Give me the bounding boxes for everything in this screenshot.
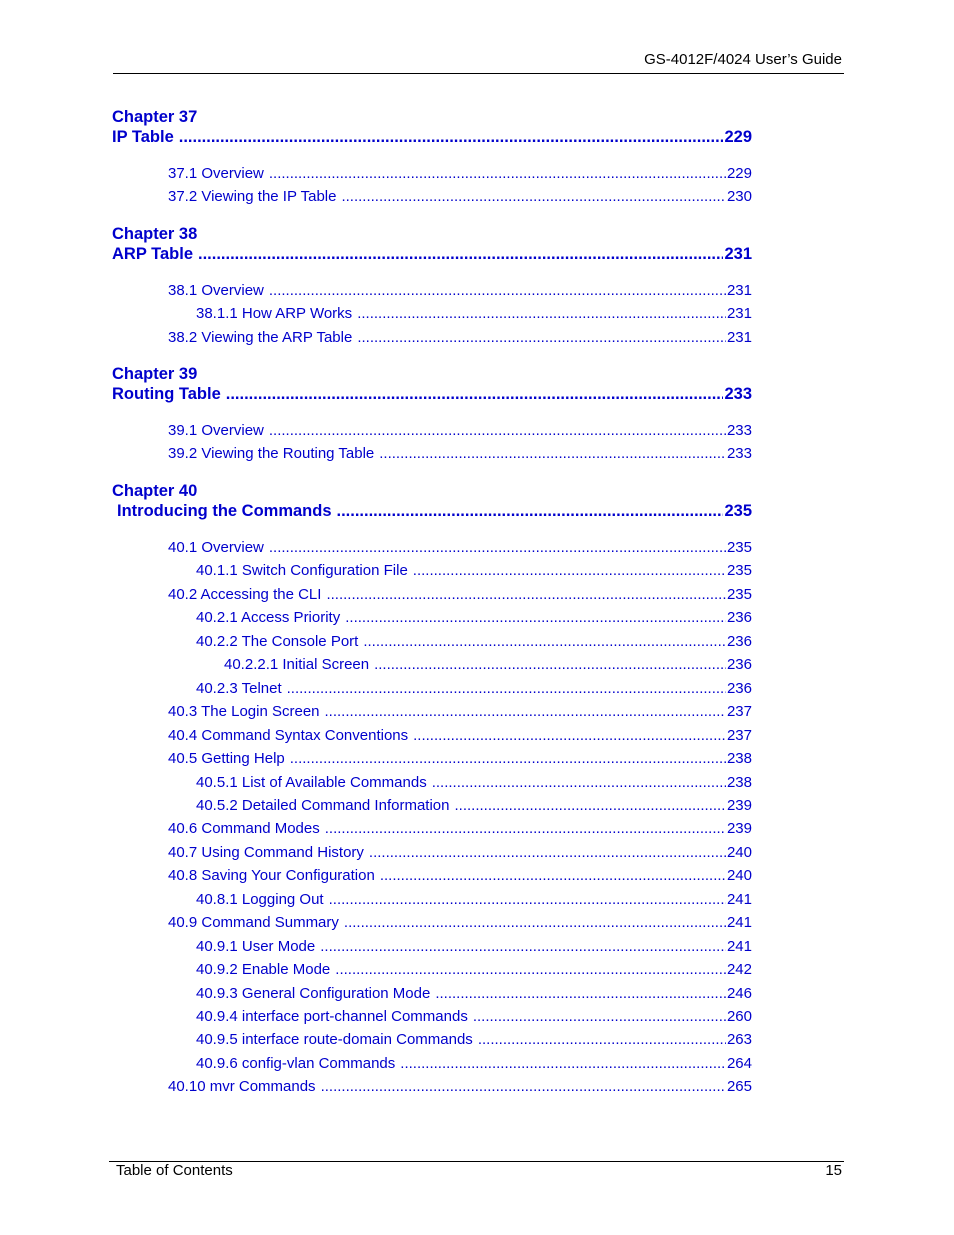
toc-entry[interactable] <box>196 1008 752 1025</box>
toc-entry-title: 39.1 Overview <box>168 422 264 439</box>
toc-entry[interactable] <box>196 985 752 1002</box>
toc-entry-title: 40.8.1 Logging Out <box>196 891 324 908</box>
dot-leader <box>435 985 726 1002</box>
toc-entry-title: 40.2.2 The Console Port <box>196 633 359 650</box>
toc-entry-page: 260 <box>726 1008 752 1025</box>
toc-entry-page: 236 <box>726 680 752 697</box>
toc-entry[interactable] <box>168 422 752 439</box>
toc-entry-title: 40.9.4 interface port-channel Commands <box>196 1008 468 1025</box>
dot-leader <box>473 1008 726 1025</box>
toc-entry[interactable] <box>168 867 752 884</box>
chapter-title-row-page: 233 <box>724 385 752 403</box>
chapter-label[interactable]: Chapter 38 <box>112 225 198 243</box>
toc-entry-title: 40.3 The Login Screen <box>168 703 320 720</box>
toc-entry[interactable] <box>196 938 752 955</box>
toc-entry-page: 231 <box>726 305 752 322</box>
toc-entry-title: 40.9.3 General Configuration Mode <box>196 985 431 1002</box>
toc-entry-title: 40.9.2 Enable Mode <box>196 961 331 978</box>
chapter-label[interactable]: Chapter 37 <box>112 108 198 126</box>
toc-entry-page: 241 <box>726 914 752 931</box>
dot-leader <box>325 703 726 720</box>
toc-entry[interactable] <box>168 727 752 744</box>
toc-entry-title: 37.2 Viewing the IP Table <box>168 188 337 205</box>
toc-entry[interactable] <box>168 329 752 346</box>
page-number: 15 <box>825 1162 842 1179</box>
dot-leader <box>329 891 726 908</box>
dot-leader <box>400 1055 726 1072</box>
dot-leader <box>325 820 726 837</box>
toc-entry-page: 239 <box>726 797 752 814</box>
toc-entry-title: 40.9.1 User Mode <box>196 938 316 955</box>
dot-leader <box>269 422 726 439</box>
dot-leader <box>432 774 726 791</box>
toc-entry-page: 237 <box>726 727 752 744</box>
toc-entry[interactable] <box>168 703 752 720</box>
chapter-title-row[interactable] <box>112 128 752 147</box>
toc-entry[interactable] <box>168 820 752 837</box>
toc-entry-title: 40.5.2 Detailed Command Information <box>196 797 450 814</box>
toc-entry-title: 40.9 Command Summary <box>168 914 339 931</box>
toc-entry[interactable] <box>196 891 752 908</box>
toc-entry-title: 40.5 Getting Help <box>168 750 285 767</box>
toc-entry-page: 235 <box>726 586 752 603</box>
toc-entry[interactable] <box>168 188 752 205</box>
toc-entry[interactable] <box>168 750 752 767</box>
toc-entry-page: 241 <box>726 938 752 955</box>
toc-entry[interactable] <box>168 1078 752 1095</box>
dot-leader <box>179 128 724 147</box>
dot-leader <box>357 329 726 346</box>
toc-entry-page: 233 <box>726 445 752 462</box>
chapter-title-row[interactable] <box>117 502 752 521</box>
toc-entry[interactable] <box>196 305 752 322</box>
toc-entry-page: 240 <box>726 867 752 884</box>
toc-entry-page: 230 <box>726 188 752 205</box>
dot-leader <box>320 938 726 955</box>
toc-entry-page: 246 <box>726 985 752 1002</box>
toc-entry[interactable] <box>196 961 752 978</box>
dot-leader <box>344 914 726 931</box>
dot-leader <box>326 586 726 603</box>
running-header: GS-4012F/4024 User’s Guide <box>644 51 842 68</box>
toc-entry-page: 229 <box>726 165 752 182</box>
toc-entry[interactable] <box>196 774 752 791</box>
dot-leader <box>287 680 726 697</box>
toc-entry-title: 40.8 Saving Your Configuration <box>168 867 375 884</box>
chapter-label[interactable]: Chapter 39 <box>112 365 198 383</box>
dot-leader <box>478 1031 726 1048</box>
toc-entry-page: 242 <box>726 961 752 978</box>
toc-entry-title: 40.9.5 interface route-domain Commands <box>196 1031 473 1048</box>
toc-entry-title: 40.2.2.1 Initial Screen <box>224 656 370 673</box>
chapter-title-row[interactable] <box>112 385 752 404</box>
toc-entry-page: 238 <box>726 774 752 791</box>
toc-entry[interactable] <box>196 633 752 650</box>
toc-entry-title: 37.1 Overview <box>168 165 264 182</box>
toc-entry-page: 236 <box>726 656 752 673</box>
dot-leader <box>337 502 724 521</box>
dot-leader <box>369 844 726 861</box>
toc-entry-title: 38.1 Overview <box>168 282 264 299</box>
toc-entry-title: 40.2.1 Access Priority <box>196 609 341 626</box>
dot-leader <box>269 539 726 556</box>
dot-leader <box>269 282 726 299</box>
chapter-title-row-title: Routing Table <box>112 385 221 403</box>
dot-leader <box>269 165 726 182</box>
toc-entry-page: 236 <box>726 633 752 650</box>
chapter-title-row-title: IP Table <box>112 128 174 146</box>
dot-leader <box>357 305 726 322</box>
toc-entry-page: 240 <box>726 844 752 861</box>
toc-entry-title: 40.2.3 Telnet <box>196 680 282 697</box>
dot-leader <box>380 867 726 884</box>
toc-entry-title: 40.5.1 List of Available Commands <box>196 774 427 791</box>
dot-leader <box>226 385 724 404</box>
toc-entry-page: 264 <box>726 1055 752 1072</box>
dot-leader <box>198 245 723 264</box>
toc-entry-page: 239 <box>726 820 752 837</box>
toc-entry-title: 40.9.6 config-vlan Commands <box>196 1055 396 1072</box>
footer-section-title: Table of Contents <box>116 1162 233 1179</box>
chapter-title-row-page: 231 <box>724 245 752 263</box>
toc-entry[interactable] <box>196 562 752 579</box>
toc-entry-page: 236 <box>726 609 752 626</box>
toc-entry[interactable] <box>224 656 752 673</box>
toc-entry-title: 39.2 Viewing the Routing Table <box>168 445 375 462</box>
toc-entry-page: 235 <box>726 562 752 579</box>
toc-entry[interactable] <box>168 165 752 182</box>
toc-entry[interactable] <box>168 586 752 603</box>
chapter-title-row-title: ARP Table <box>112 245 193 263</box>
toc-entry-title: 40.1 Overview <box>168 539 264 556</box>
toc-entry-title: 40.4 Command Syntax Conventions <box>168 727 409 744</box>
toc-entry-title: 40.1.1 Switch Configuration File <box>196 562 408 579</box>
dot-leader <box>454 797 725 814</box>
toc-entry-page: 235 <box>726 539 752 556</box>
toc-entry[interactable] <box>168 914 752 931</box>
dot-leader <box>363 633 726 650</box>
chapter-title-row-page: 229 <box>724 128 752 146</box>
chapter-title-row-title: Introducing the Commands <box>117 502 332 520</box>
chapter-title-row-page: 235 <box>724 502 752 520</box>
dot-leader <box>413 727 726 744</box>
toc-entry[interactable] <box>168 445 752 462</box>
dot-leader <box>379 445 726 462</box>
toc-entry-title: 38.2 Viewing the ARP Table <box>168 329 353 346</box>
toc-entry[interactable] <box>168 844 752 861</box>
toc-entry[interactable] <box>196 680 752 697</box>
toc-entry-title: 40.6 Command Modes <box>168 820 320 837</box>
dot-leader <box>335 961 726 978</box>
toc-entry[interactable] <box>196 1055 752 1072</box>
toc-entry-page: 233 <box>726 422 752 439</box>
chapter-title-row[interactable] <box>112 245 752 264</box>
toc-entry-page: 265 <box>726 1078 752 1095</box>
toc-entry-page: 231 <box>726 282 752 299</box>
toc-entry[interactable] <box>168 539 752 556</box>
toc-entry-page: 237 <box>726 703 752 720</box>
toc-entry[interactable] <box>196 1031 752 1048</box>
chapter-label[interactable]: Chapter 40 <box>112 482 198 500</box>
toc-entry-page: 231 <box>726 329 752 346</box>
toc-entry-page: 241 <box>726 891 752 908</box>
dot-leader <box>290 750 726 767</box>
dot-leader <box>341 188 726 205</box>
dot-leader <box>321 1078 726 1095</box>
toc-entry-title: 40.10 mvr Commands <box>168 1078 316 1095</box>
toc-entry-title: 40.2 Accessing the CLI <box>168 586 322 603</box>
dot-leader <box>413 562 726 579</box>
toc-entry-title: 40.7 Using Command History <box>168 844 364 861</box>
toc-entry[interactable] <box>196 797 752 814</box>
dot-leader <box>345 609 726 626</box>
toc-entry[interactable] <box>168 282 752 299</box>
dot-leader <box>374 656 726 673</box>
toc-entry[interactable] <box>196 609 752 626</box>
toc-entry-page: 238 <box>726 750 752 767</box>
toc-entry-page: 263 <box>726 1031 752 1048</box>
toc-entry-title: 38.1.1 How ARP Works <box>196 305 353 322</box>
